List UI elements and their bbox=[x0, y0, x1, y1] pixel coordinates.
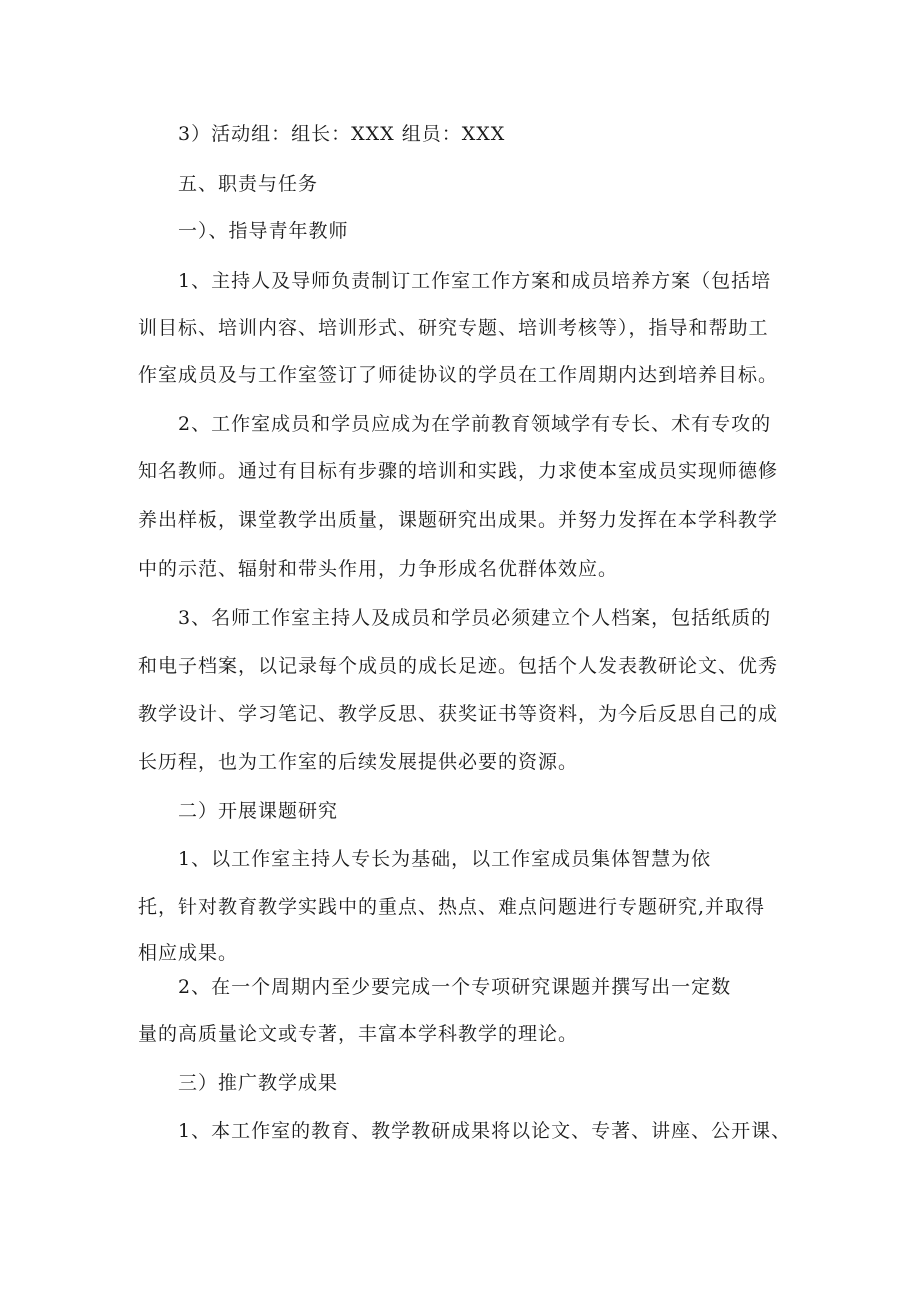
paragraph-line: 2、在一个周期内至少要完成一个专项研究课题并撰写出一定数 bbox=[178, 976, 732, 998]
paragraph-line: 3、名师工作室主持人及成员和学员必须建立个人档案，包括纸质的 bbox=[178, 607, 772, 629]
paragraph-line: 和电子档案，以记录每个成员的成长足迹。包括个人发表教研论文、优秀 bbox=[138, 655, 779, 677]
subsection-heading: 二）开展课题研究 bbox=[178, 800, 339, 822]
paragraph-line: 1、主持人及导师负责制订工作室工作方案和成员培养方案（包括培 bbox=[178, 270, 772, 292]
section-heading: 五、职责与任务 bbox=[178, 173, 319, 195]
paragraph-line: 1、以工作室主持人专长为基础，以工作室成员集体智慧为依 bbox=[178, 848, 712, 870]
activity-group-line: 3）活动组：组长：XXX 组员：XXX bbox=[178, 123, 506, 145]
paragraph-line: 量的高质量论文或专著，丰富本学科教学的理论。 bbox=[138, 1023, 579, 1045]
subsection-heading: 一）、指导青年教师 bbox=[178, 220, 349, 242]
paragraph-line: 2、工作室成员和学员应成为在学前教育领域学有专长、术有专攻的 bbox=[178, 413, 772, 435]
paragraph-line: 教学设计、学习笔记、教学反思、获奖证书等资料，为今后反思自己的成 bbox=[138, 703, 779, 725]
paragraph-line: 托，针对教育教学实践中的重点、热点、难点问题进行专题研究,并取得 bbox=[138, 896, 766, 918]
paragraph-line: 相应成果。 bbox=[138, 942, 239, 964]
paragraph-line: 训目标、培训内容、培训形式、研究专题、培训考核等），指导和帮助工 bbox=[138, 317, 769, 339]
paragraph-line: 中的示范、辐射和带头作用，力争形成名优群体效应。 bbox=[138, 558, 619, 580]
paragraph-line: 知名教师。通过有目标有步骤的培训和实践，力求使本室成员实现师德修 bbox=[138, 460, 779, 482]
paragraph-line: 1、本工作室的教育、教学教研成果将以论文、专著、讲座、公开课、 bbox=[178, 1120, 792, 1142]
paragraph-line: 长历程，也为工作室的后续发展提供必要的资源。 bbox=[138, 751, 579, 773]
paragraph-line: 养出样板，课堂教学出质量，课题研究出成果。并努力发挥在本学科教学 bbox=[138, 509, 779, 531]
subsection-heading: 三）推广教学成果 bbox=[178, 1072, 339, 1094]
paragraph-line: 作室成员及与工作室签订了师徒协议的学员在工作周期内达到培养目标。 bbox=[138, 364, 779, 386]
